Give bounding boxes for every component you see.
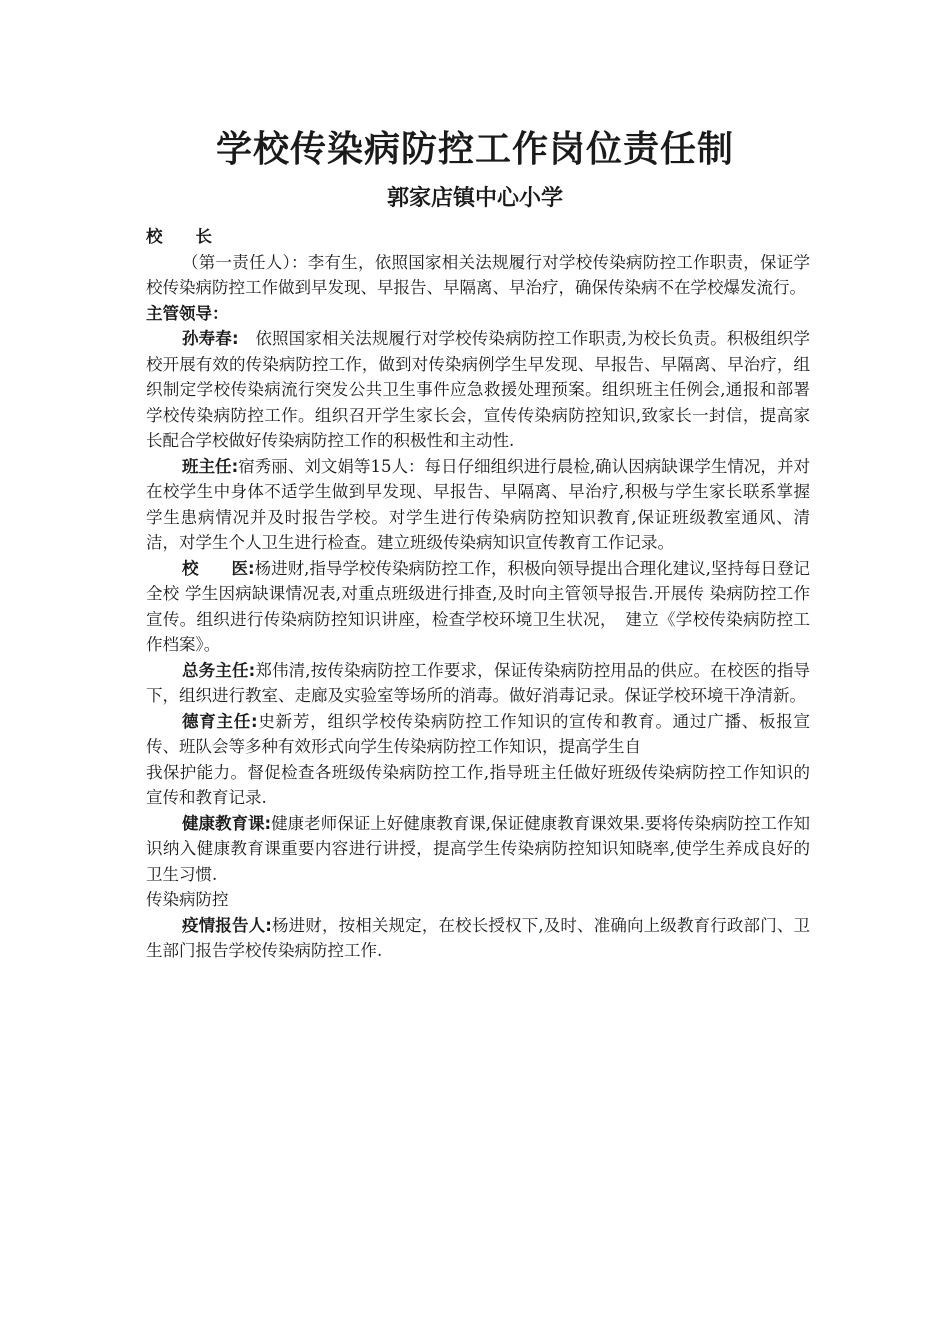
paragraph-epidemic <box>146 913 810 964</box>
text-doctor: 杨进财,指导学校传染病防控工作，积极向领导提出合理化建议,坚持每日登记全校 学生因病缺课情况表,对重点班级进行排查,及时向主管领导报告.开展传 染病防控工作宣传。组织进行传染病防控知识讲座，检查学校环境卫生状况， 建立《学校传染病防控工作档案》。 <box>146 558 810 654</box>
text-leader: 依照国家相关法规履行对学校传染病防控工作职责,为校长负责。积极组织学校开展有效的传染病防控工作，做到对传染病例学生早发现、早报告、早隔离、早治疗，组织制定学校传染病流行突发公共卫生事件应急救援处理预案。组织班主任例会,通报和部署学校传染病防控工作。组织召开学生家长会，宣传传染病防控知识,致家长一封信，提高家长配合学校做好传染病防控工作的积极性和主动性. <box>146 329 810 450</box>
label-doctor: 校 医: <box>182 558 255 578</box>
label-general-affairs: 总务主任: <box>182 660 256 680</box>
section-heading-epidemic: 传染病防控 <box>146 890 229 909</box>
label-health-class: 健康教育课: <box>182 813 272 833</box>
section-heading-principal: 校 长 <box>146 227 212 246</box>
paragraph-general-affairs <box>146 658 810 709</box>
text-moral-education-1: 史新芳，组织学校传染病防控工作知识的宣传和教育。通过广播、板报宣传、班队会等多种有效形式向学生传染病防控工作知识，提高学生自 <box>146 711 811 756</box>
paragraph-class-teacher <box>146 454 810 556</box>
paragraph-doctor <box>146 556 810 658</box>
text-health-class: 健康老师保证上好健康教育课,保证健康教育课效果.要将传染病防控工作知识纳入健康教育课重要内容进行讲授，提高学生传染病防控知识知晓率,使学生养成良好的卫生习惯. <box>146 813 810 884</box>
text-epidemic: 杨进财，按相关规定，在校长授权下,及时、准确向上级教育行政部门、卫生部门报告学校传染病防控工作. <box>146 915 810 960</box>
paragraph-health-class <box>146 811 810 888</box>
paragraph-leader <box>146 326 810 454</box>
label-moral-education: 德育主任: <box>182 711 258 731</box>
text-general-affairs: 郑伟清,按传染病防控工作要求，保证传染病防控用品的供应。在校医的指导下，组织进行教室、走廊及实验室等场所的消毒。做好消毒记录。保证学校环境干净清新。 <box>146 660 810 705</box>
document-subtitle: 郭家店镇中心小学 <box>386 186 563 211</box>
section-heading-leader: 主管领导： <box>146 303 229 323</box>
label-class-teacher: 班主任: <box>182 456 239 476</box>
label-leader: 孙寿春: <box>182 329 239 348</box>
paragraph-principal: （第一责任人）：李有生，依照国家相关法规履行对学校传染病防控工作职责，保证学校传染病防控工作做到早发现、早报告、早隔离、早治疗，确保传染病不在学校爆发流行。 <box>146 252 810 297</box>
paragraph-moral-education-cont: 我保护能力。督促检查各班级传染病防控工作,指导班主任做好班级传染病防控工作知识的宣传和教育记录. <box>146 762 810 807</box>
document-title: 学校传染病防控工作岗位责任制 <box>215 129 734 170</box>
label-epidemic: 疫情报告人: <box>182 915 272 935</box>
document-body <box>146 224 810 964</box>
text-class-teacher: 宿秀丽、刘文娟等15人：每日仔细组织进行晨检,确认因病缺课学生情况，并对在校学生中身体不适学生做到早发现、早报告、早隔离、早治疗,积极与学生家长联系掌握学生患病情况并及时报告学校。对学生进行传染病防控知识教育,保证班级教室通风、清洁，对学生个人卫生进行检查。建立班级传染病知识宣传教育工作记录。 <box>146 456 810 552</box>
paragraph-moral-education <box>146 709 810 760</box>
